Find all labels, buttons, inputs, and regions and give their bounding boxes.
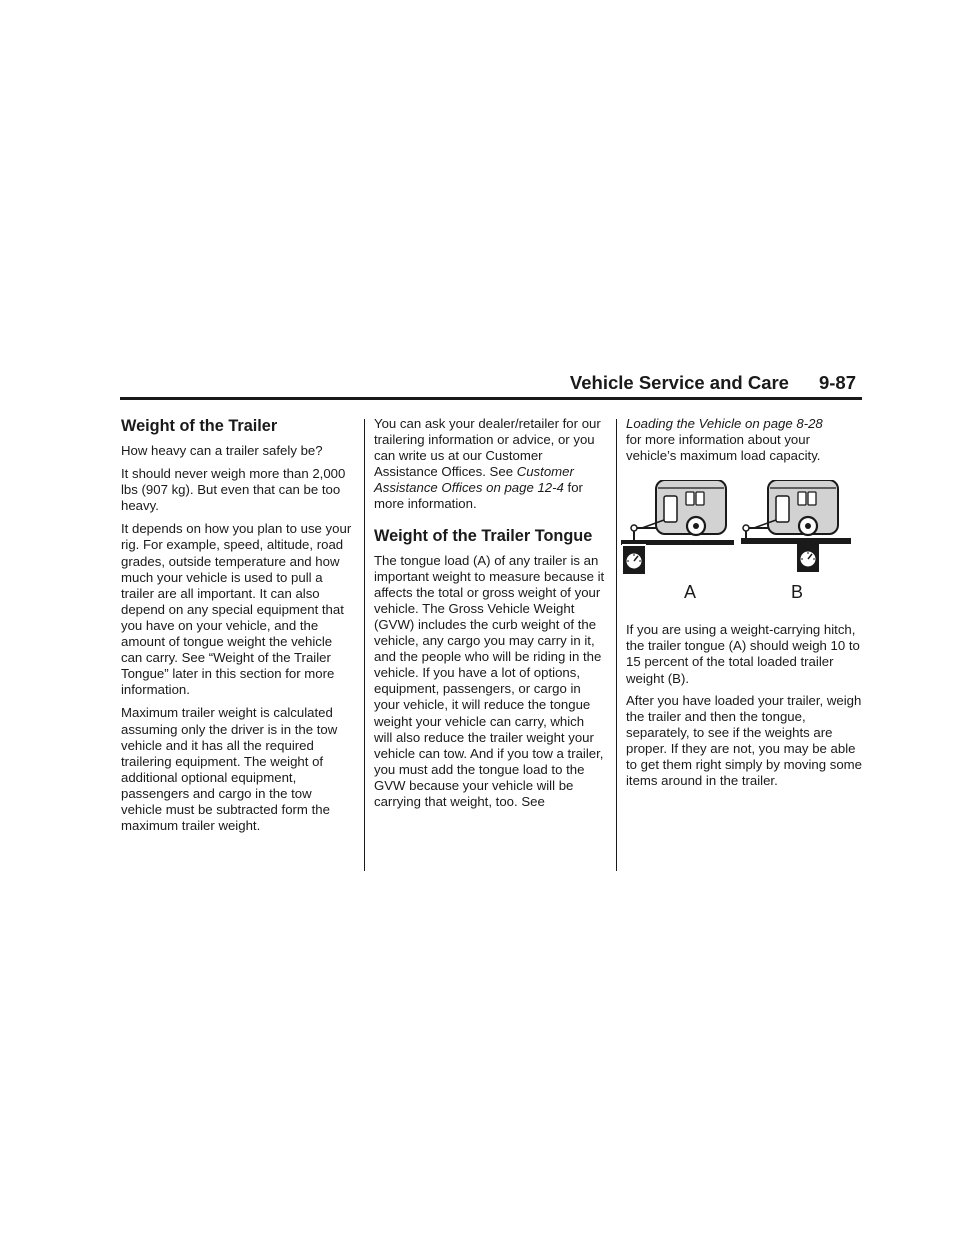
paragraph: It should never weigh more than 2,000 lbs (907 kg). But even that can be too heavy. [121,466,346,514]
figure-label-b: B [791,582,804,603]
section-title: Vehicle Service and Care [569,372,789,393]
paragraph: Maximum trailer weight is calculated assuming only the driver is in the tow vehicle and it has all the required trailering equipment. The weight of additional optional equipment, passengers and cargo in the tow vehicle must be subtracted form the maximum trailer weight. [121,705,338,834]
page-number: 9-87 [818,372,856,393]
paragraph: The tongue load (A) of any trailer is an important weight to measure because it affects the total or gross weight of your vehicle. The Gross Vehicle Weight (GVW) includes the curb weight of the vehicle, any cargo you may carry in it, and the people who will be riding in the vehicle. If you have a lot of options, equipment, passengers, or cargo in your vehicle, it will reduce the tongue weight your vehicle can carry, which will also reduce the trailer weight your vehicle can tow. And if you tow a trailer, you must add the tongue load to the GVW because your vehicle will be carrying that weight, too. See [374,552,605,809]
subsection-heading: Weight of the Trailer Tongue [374,526,593,545]
cross-reference-link[interactable]: Customer Assistance Offices on page 12-4 [374,464,574,496]
figure-label-a: A [684,582,697,603]
column-3 [626,416,862,796]
paragraph: You can ask your dealer/retailer for our trailering information or advice, or you can write us at our Customer Assistance Offices. See Customer Assistance Offices on page 12-4 for more information. [374,416,601,512]
column-divider [364,419,365,871]
cross-reference-link[interactable]: Loading the Vehicle on page 8-28 [626,416,823,431]
paragraph: If you are using a weight-carrying hitch, the trailer tongue (A) should weigh 10 to 15 percent of the total loaded trailer weight (B). [626,622,860,686]
paragraph: Loading the Vehicle on page 8-28 for more information about your vehicle’s maximum load capacity. [626,416,823,464]
header-rule [120,397,862,400]
paragraph: After you have loaded your trailer, weigh the trailer and then the tongue, separately, to see if the weights are proper. If they are not, you may be able to get them right simply by moving some items around in the trailer. [626,692,863,789]
paragraph: How heavy can a trailer safely be? [121,443,323,458]
paragraph: It depends on how you plan to use your rig. For example, speed, altitude, road grades, outside temperature and how much your vehicle is used to pull a trailer are all important. It can also depend on any special equipment that you have on your vehicle, and the amount of tongue weight the vehicle can carry. See “Weight of the Trailer Tongue” later in this section for more information. [121,521,352,698]
page-header [120,371,856,395]
column-2 [374,416,606,817]
trailer-illustration [616,480,852,580]
column-1 [121,416,355,841]
section-heading: Weight of the Trailer [121,417,278,435]
trailer-weight-figure [616,480,852,610]
